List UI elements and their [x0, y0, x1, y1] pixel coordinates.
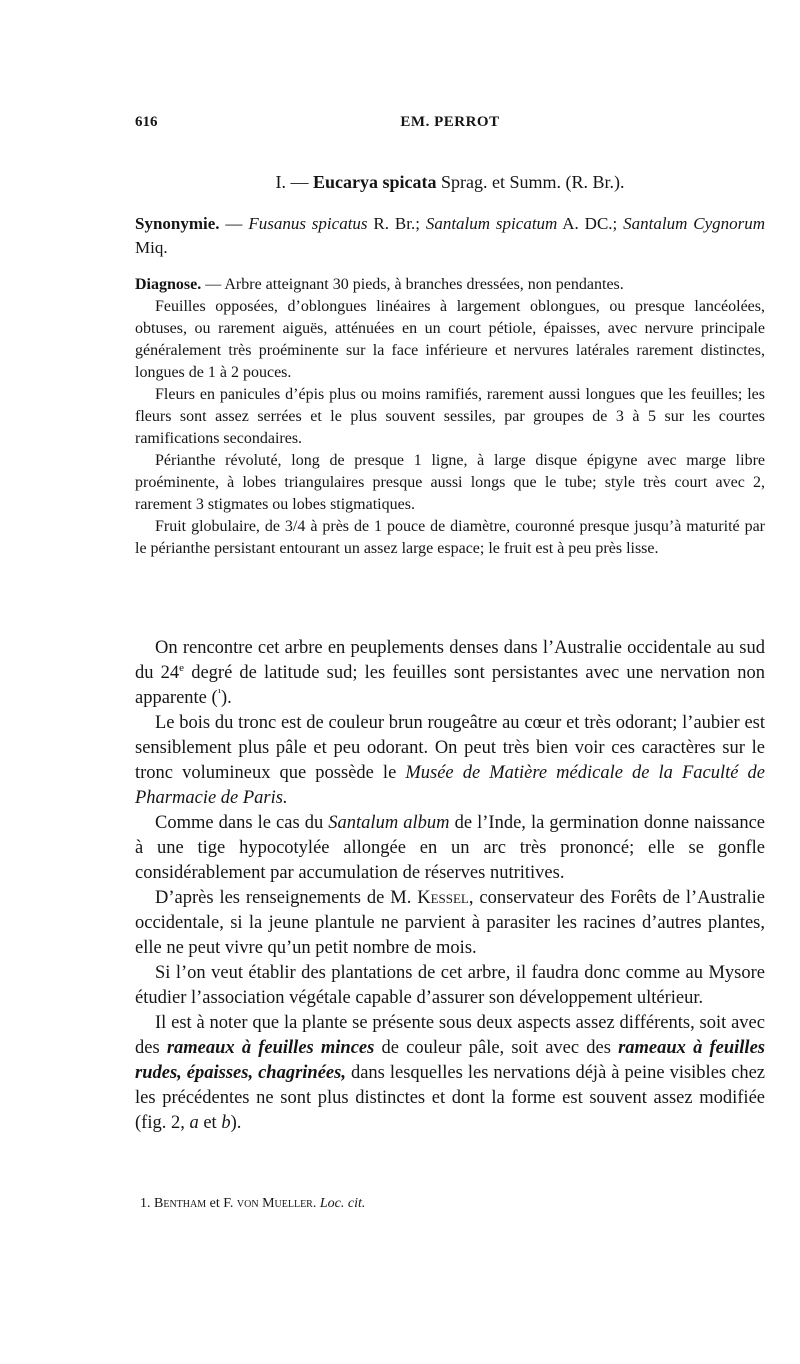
- text-run: dans lesquelles les nervations déjà à peine visibles chez les précédentes ne sont plus distinctes et dont la forme est souvent assez modifiée (fig. 2,: [135, 1063, 765, 1133]
- diagnosis-intro: [135, 274, 765, 296]
- body-paragraph-wood: [135, 711, 765, 811]
- text-run: et F.: [206, 1196, 237, 1211]
- diagnosis-label: Diagnose.: [135, 276, 202, 293]
- text-run: de couleur pâle, soit avec des: [374, 1038, 619, 1058]
- synonym-1: Fusanus spicatus: [248, 214, 368, 233]
- emphasis: rameaux à feuilles rudes, épaisses, chagrinées,: [135, 1038, 765, 1083]
- emphasis: rameaux à feuilles minces: [166, 1038, 375, 1058]
- text-run: , conservateur des Forêts de l’Australie occidentale, si la jeune plantule ne parvient à parasiter les racines d’autres plantes, elle ne peut vivre qu’un petit nombre de mois.: [135, 888, 765, 958]
- text-run: Il est à noter que la plante se présente sous deux aspects assez différents, soit avec des: [135, 1013, 765, 1058]
- footnote-number: 1.: [140, 1196, 154, 1211]
- synonym-2: Santalum spicatum: [425, 214, 558, 233]
- footnote-author-2: von Mueller: [236, 1196, 313, 1211]
- text-run: et: [198, 1113, 222, 1133]
- body-paragraph-germination: [135, 811, 765, 886]
- museum-name: Musée de Matière médicale de la Faculté de Pharmacie de Paris.: [135, 763, 765, 808]
- diagnosis-perianth: Périanthe révoluté, long de presque 1 ligne, à large disque épigyne avec marge libre proéminente, à lobes triangulaires presque aussi longs que le tube; style très court avec 2, rarement 3 stigmates ou lobes stigmatiques.: [135, 452, 765, 513]
- person-name: Kessel: [417, 888, 469, 908]
- diagnosis-flowers: Fleurs en panicules d’épis plus ou moins ramifiés, rarement aussi longues que les feuilles; les fleurs sont assez serrées et le plus souvent sessiles, par groupes de 3 à 5 sur les courtes ramifications secondaires.: [135, 386, 765, 447]
- running-head: EM. PERROT: [400, 114, 500, 130]
- species-name: Eucarya spicata: [313, 172, 437, 192]
- text-run: On rencontre cet arbre en peuplements denses dans l’Australie occidentale au sud du 24: [135, 638, 765, 683]
- superscript: e: [179, 661, 185, 674]
- text-run: Comme dans le cas du: [155, 813, 329, 833]
- synonym-3: Santalum Cygnorum: [623, 214, 766, 233]
- text-run: Le bois du tronc est de couleur brun rougeâtre au cœur et très odorant; l’aubier est sensiblement plus pâle et peu odorant. On peut très bien voir ces caractères sur le tronc volumineux que possède le: [135, 713, 765, 783]
- synonymy-label: Synonymie.: [135, 214, 220, 233]
- synonymy-paragraph: [135, 212, 765, 260]
- text-run: degré de latitude sud; les feuilles sont persistantes avec une nervation non apparente (: [135, 663, 766, 708]
- synonym-3-authority: Miq.: [135, 238, 168, 257]
- page-number: 616: [135, 114, 158, 130]
- diagnosis-leaves: Feuilles opposées, d’oblongues linéaires à largement oblongues, ou presque lancéolées, obtuses, ou rarement aiguës, atténuées en un court pétiole, épaisses, avec nervure principale généralement très proéminente sur la face inférieure et nervures latérales rarement distinctes, longues de 1 à 2 pouces.: [135, 298, 765, 381]
- body-text: [135, 636, 765, 1136]
- footnote-reference: Loc. cit.: [319, 1196, 366, 1211]
- figure-label-b: b: [221, 1113, 231, 1133]
- species-authority: Sprag. et Summ. (R. Br.).: [436, 172, 625, 192]
- text-run: ).: [221, 688, 232, 708]
- page-header: [135, 114, 765, 138]
- text-run: D’après les renseignements de M.: [155, 888, 418, 908]
- species-ref: Santalum album: [328, 813, 450, 833]
- footnote-author-1: Bentham: [154, 1196, 207, 1211]
- diagnosis-section: [135, 274, 765, 560]
- title-prefix: I. —: [275, 172, 313, 192]
- text-run: .: [312, 1196, 320, 1211]
- figure-label-a: a: [189, 1113, 199, 1133]
- synonymy-dash: —: [219, 214, 249, 233]
- species-title: [135, 170, 765, 194]
- footnote-marker: ¹: [217, 686, 221, 699]
- body-paragraph-aspects: [135, 1011, 765, 1136]
- body-paragraph-parasite: [135, 886, 765, 961]
- footnote: [140, 1195, 770, 1213]
- synonym-1-authority: R. Br.;: [367, 214, 426, 233]
- body-paragraph-plantations: Si l’on veut établir des plantations de cet arbre, il faudra donc comme au Mysore étudier l’association végétale capable d’assurer son développement ultérieur.: [135, 963, 765, 1008]
- body-paragraph-distribution: [135, 636, 765, 711]
- text-run: de l’Inde, la germination donne naissance à une tige hypocotylée allongée en un arc très prononcé; elle se gonfle considérablement par accumulation de réserves nutritives.: [135, 813, 766, 883]
- synonym-2-authority: A. DC.;: [557, 214, 624, 233]
- text-run: ).: [230, 1113, 242, 1133]
- diagnosis-fruit: Fruit globulaire, de 3/4 à près de 1 pouce de diamètre, couronné presque jusqu’à maturité par le périanthe persistant entourant un assez large espace; le fruit est à peu près lisse.: [135, 518, 765, 557]
- diagnosis-text-1: — Arbre atteignant 30 pieds, à branches dressées, non pendantes.: [201, 276, 624, 293]
